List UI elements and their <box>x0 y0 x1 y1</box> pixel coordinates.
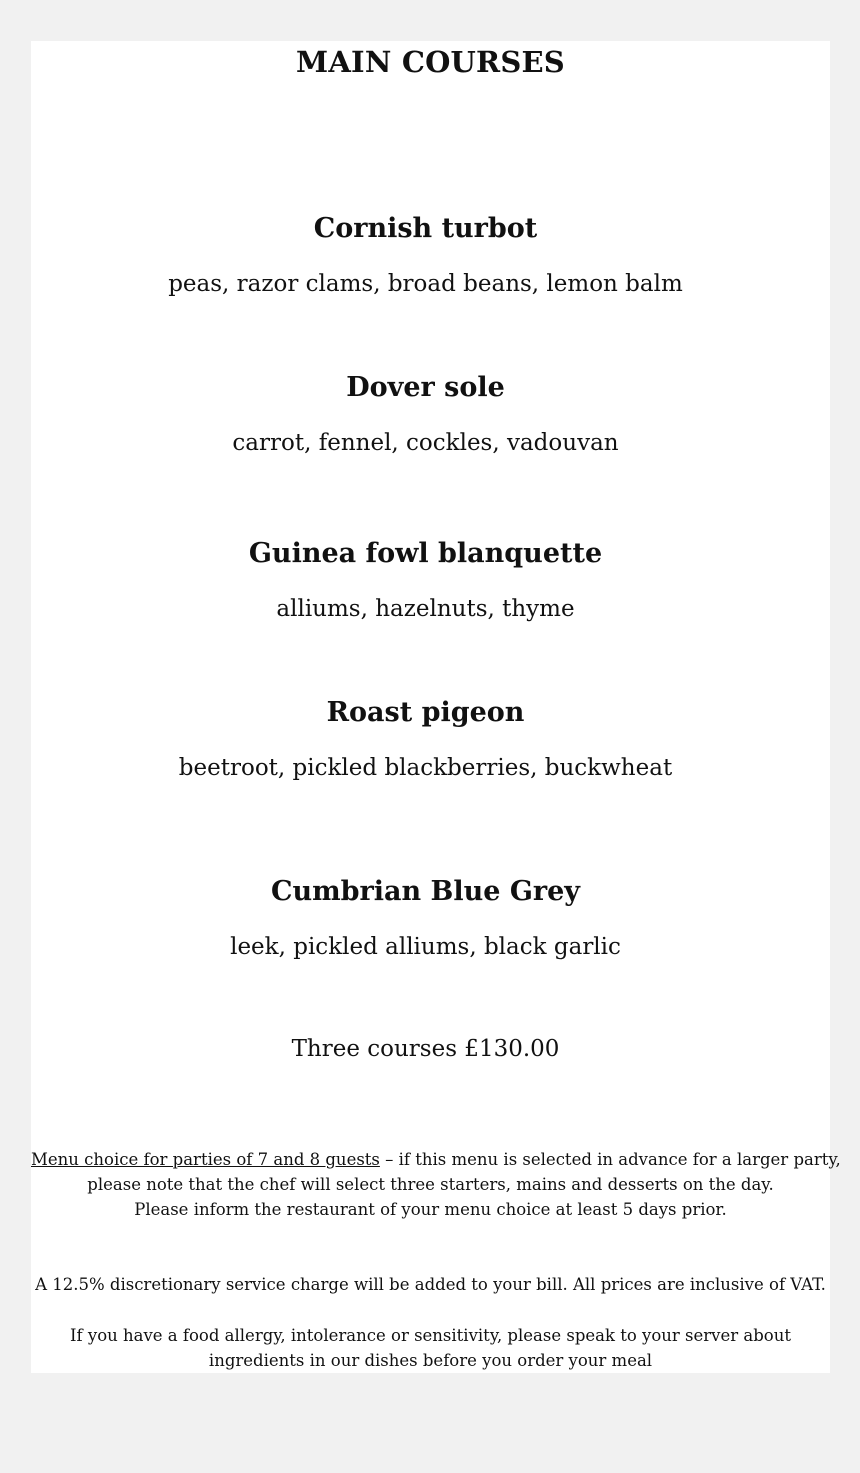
dish-description-guinea-fowl: alliums, hazelnuts, thyme <box>276 596 575 622</box>
dish-name-roast-pigeon: Roast pigeon <box>326 697 525 728</box>
allergy-note-line-1: If you have a food allergy, intolerance or sensitivity, please speak to your server about <box>70 1326 791 1345</box>
dish-description-dover-sole: carrot, fennel, cockles, vadouvan <box>232 430 619 456</box>
party-note-line-3: Please inform the restaurant of your menu choice at least 5 days prior. <box>134 1200 727 1219</box>
party-menu-link[interactable]: Menu choice for parties of 7 and 8 guests <box>31 1150 380 1169</box>
allergy-note-line-2: ingredients in our dishes before you order your meal <box>208 1351 653 1370</box>
dish-description-cumbrian-blue-grey: leek, pickled alliums, black garlic <box>230 934 621 960</box>
menu-price: Three courses £130.00 <box>291 1036 560 1062</box>
dish-description-cornish-turbot: peas, razor clams, broad beans, lemon balm <box>168 271 683 297</box>
dish-name-cumbrian-blue-grey: Cumbrian Blue Grey <box>270 876 580 907</box>
dish-name-guinea-fowl: Guinea fowl blanquette <box>248 538 603 569</box>
dish-name-cornish-turbot: Cornish turbot <box>313 213 538 244</box>
dish-description-roast-pigeon: beetroot, pickled blackberries, buckwheat <box>178 755 673 781</box>
service-charge-note: A 12.5% discretionary service charge will be added to your bill. All prices are inclusive of VAT. <box>35 1275 826 1294</box>
party-note-line-1-rest: – if this menu is selected in advance for a larger party, <box>379 1150 841 1169</box>
party-note <box>31 1147 841 1222</box>
allergy-note <box>31 1323 830 1373</box>
dish-name-dover-sole: Dover sole <box>346 372 505 403</box>
party-note-line-2: please note that the chef will select three starters, mains and desserts on the day. <box>87 1175 774 1194</box>
menu-page <box>31 41 841 1373</box>
party-note-line-1 <box>31 1147 841 1172</box>
menu-title: MAIN COURSES <box>296 45 565 79</box>
